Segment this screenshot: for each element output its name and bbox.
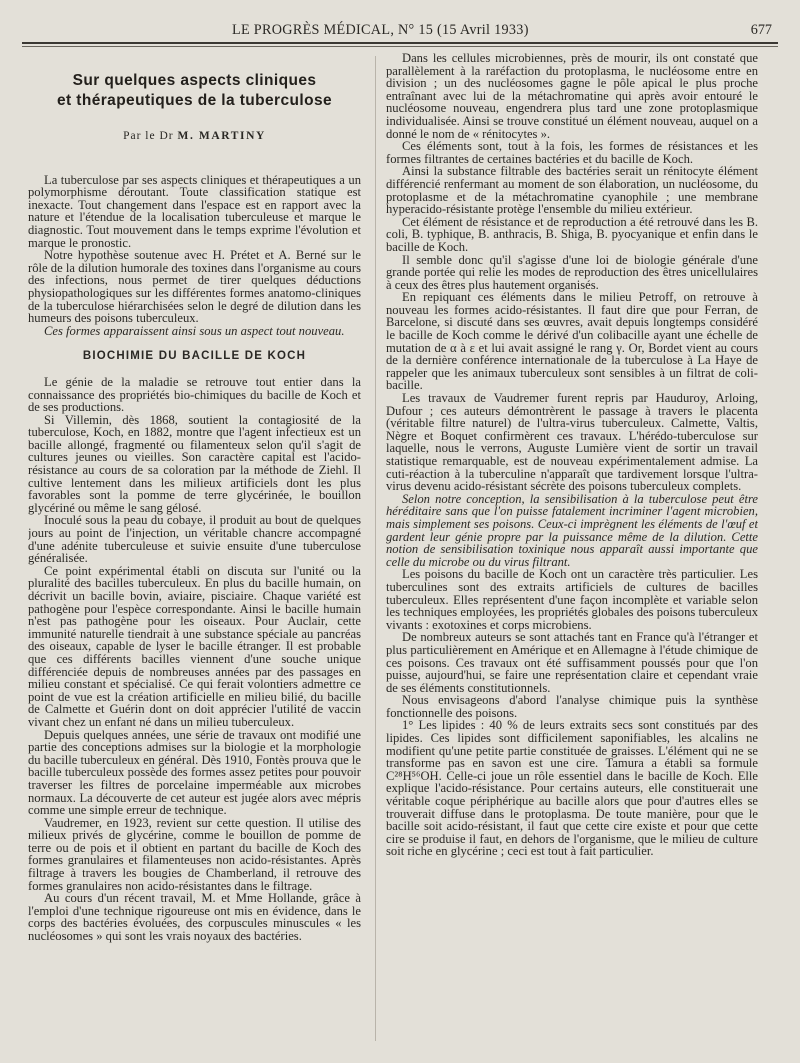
body-paragraph: En repiquant ces éléments dans le milieu Petroff, on retrouve à nouveau les formes acido-résistantes. Il faut dire que pour Ferran, de Barcelone, si discuté dans ses œuvres, avait depuis longtemps considéré le bacille de Koch comme le dérivé d'un colibacille ayant une échelle de mutation de α à ε et lui avait assigné le rang γ. Or, Bordet vient au cours de la dernière conférence internationale de la tuberculose à La Haye de rappeler que les animaux tuberculeux sont sensibles à un filtrat de coli-bacille.: [386, 290, 758, 393]
body-paragraph: Nous envisageons d'abord l'analyse chimique puis la synthèse fonctionnelle des poisons.: [386, 693, 758, 720]
article-title: [28, 71, 361, 111]
body-paragraph: Au cours d'un récent travail, M. et Mme Hollande, grâce à l'emploi d'une technique rigoureuse ont mis en évidence, dans le corps des bactéries évoluées, des corpuscules minuscules « les nucléosomes » qui sont les vrais noyaux des bactéries.: [28, 891, 361, 944]
body-paragraph: Ainsi la substance filtrable des bactéries serait un rénitocyte élément différencié renfermant au moment de son élaboration, un nucléosome, du protoplasme et de la métachromatine cyanophile ; une membrane hyperacido-résistante protège l'ensemble du milieu extérieur.: [386, 164, 758, 217]
body-paragraph: Inoculé sous la peau du cobaye, il produit au bout de quelques jours au point de l'injection, un véritable chancre accompagné d'une adénite tuberculeuse et suivie ensuite d'une tuberculose généralisée.: [28, 513, 361, 566]
body-paragraph: Vaudremer, en 1923, revient sur cette question. Il utilise des milieux privés de glycérine, comme le bouillon de pomme de terre ou de pois et il obtient en partant du bacille de Koch des formes granulaires et filamenteuses non acido-résistantes. Après filtrage à travers les bougies de Chamberland, il retrouve des formes granulaires non acido-résistantes dans le filtrage.: [28, 815, 361, 893]
column-divider: [375, 56, 376, 1041]
body-paragraph: Cet élément de résistance et de reproduction a été retrouvé dans les B. coli, B. typhique, B. anthracis, B. Shiga, B. pyocyanique et enfin dans le bacille de Koch.: [386, 214, 758, 254]
intro-paragraph: Notre hypothèse soutenue avec H. Prétet et A. Berné sur le rôle de la dilution humorale des toxines dans l'organisme au cours des infections, nous permet de tirer quelques déductions physiopathologiques sur les différentes formes anatomo-cliniques de la tuberculose hiérarchisées selon le degré de dilution dans les humeurs des poisons tuberculeux.: [28, 248, 361, 326]
header-rule-thick: [22, 42, 778, 44]
header-rule-thin: [22, 46, 778, 47]
body-paragraph: Les travaux de Vaudremer furent repris par Hauduroy, Arloing, Dufour ; ces auteurs démontrèrent le passage à travers le placenta (véritable filtre naturel) de l'ultra-virus tuberculeux. Calmette, Valtis, Nègre et Boquet confirmèrent ces travaux. L'hérédo-tuberculose sur laquelle, nous le verrons, Auguste Lumière vient de sortir un travail statistique remarquable, est de nouveau expérimentalement admise. La cuti-réaction à la tuberculine n'apparaît que tardivement lorsque l'ultra-virus devenu acido-résistant sécrète des poisons tuberculeux complets.: [386, 391, 758, 494]
body-paragraph: Dans les cellules microbiennes, près de mourir, ils ont constaté que parallèlement à la raréfaction du protoplasma, le nucléosome entre en division ; un des nucléosomes gagne le pôle apical le plus proche entraînant avec lui de la métachromatine qui après avoir entouré le nucléosome nouveau, engendrera plus tard une zone protoplasmique individualisée. Ainsi se trouve constitué un élément nouveau, auquel on a donné le nom de « rénitocytes ».: [386, 52, 758, 141]
article-title-line-2: et thérapeutiques de la tuberculose: [57, 92, 332, 109]
body-paragraph: Ces éléments sont, tout à la fois, les formes de résistances et les formes filtrantes de certaines bactéries et du bacille de Koch.: [386, 139, 758, 166]
body-paragraph: Ce point expérimental établi on discuta sur l'unité ou la pluralité des bacilles tuberculeux. En plus du bacille humain, on décrivit un bacille bovin, aviaire, pisciaire. Chaque variété est pathogène pour l'espèce correspondante. Ainsi le bacille humain n'est pas pathogène pour les oiseaux. Pour Auclair, cette immunité naturelle tiendrait à une substance spéciale au pancréas des oiseaux, capable de lyser le bacille étranger. Il est probable que ces différents bacilles viennent d'une souche unique différenciée depuis de nombreuses années par des passages en milieu constant et spécialisé. Ce qui ferait volontiers admettre ce point de vue est la création artificielle en milieu bilié, du bacille de Calmette et Guérin dont on doit apprécier l'utilité de vaccin vivant chez un enfant né dans un milieu tuberculeux.: [28, 563, 361, 729]
right-column: [386, 52, 758, 1052]
body-paragraph: 1° Les lipides : 40 % de leurs extraits secs sont constitués par des lipides. Ces lipides sont difficilement saponifiables, les alcalins ne modifient qu'une petite partie constituée de graisses. L'élément qui ne se transforme pas en savon est une cire. Tamura a établi sa formule C²⁸H⁵⁶OH. Celle-ci joue un rôle essentiel dans le bacille de Koch. Elle explique l'acido-résistance. Pour certains auteurs, elle constituerait une véritable coque périphérique au bacille alors que pour d'autres elles se trouverait diffuse dans le protoplasma. De toute manière, pour que le bacille soit acido-résistant, il faut que cette cire existe et pour que cette cire se produise il faut, en dehors de l'organisme, que le milieu de culture soit riche en glycérine ; ceci est tout à fait particulier.: [386, 718, 758, 859]
body-paragraph: Le génie de la maladie se retrouve tout entier dans la connaissance des propriétés bio-chimiques du bacille de Koch et de ses productions.: [28, 374, 361, 415]
body-paragraph: De nombreux auteurs se sont attachés tant en France qu'à l'étranger et plus particulièrement en Amérique et en Allemagne à l'étude chimique de ces poisons. Ces travaux ont été suffisamment poussés pour que l'on puisse, aujourd'hui, se faire une représentation claire et cependant vraie de ses éléments constitutionnels.: [386, 630, 758, 695]
intro-paragraph: Ces formes apparaissent ainsi sous un aspect tout nouveau.: [44, 323, 345, 338]
body-paragraph: Les poisons du bacille de Koch ont un caractère très particulier. Les tuberculines sont des extraits artificiels de cultures de bacilles tuberculeux. Elles représentent d'une façon incomplète et variable selon les techniques employées, les propriétés globales des poisons tuberculeux vivants : exotoxines et corps microbiens.: [386, 567, 758, 632]
byline: [28, 130, 361, 143]
running-head: [0, 22, 800, 40]
article-title-line-1: Sur quelques aspects cliniques: [72, 72, 317, 89]
intro-paragraph: La tuberculose par ses aspects cliniques et thérapeutiques a un polymorphisme déroutant. Toute classification statique est inexacte. Tout changement dans l'espace est en rapport avec la nature et l'étendue de la localisation tuberculeuse et marque le diagnostic. Tout mouvement dans le temps exprime l'évolution et marque le pronostic.: [28, 172, 361, 250]
body-paragraph: Si Villemin, dès 1868, soutient la contagiosité de la tuberculose, Koch, en 1882, montre que l'agent infectieux est un bacille allongé, fragmenté ou filamenteux selon qu'il s'agit de cultures jeunes ou vieilles. Son caractère capital est l'acido-résistance au cours de sa coloration par la méthode de Ziehl. Il cultive lentement dans les milieux artificiels dont les plus favorables sont la pomme de terre glycérinée, le bouillon glycériné ou même le sang gélosé.: [28, 412, 361, 515]
page-number: 677: [750, 22, 772, 38]
byline-prefix: Par le Dr: [123, 130, 174, 142]
body-paragraph: Selon notre conception, la sensibilisation à la tuberculose peut être héréditaire sans que l'on puisse fatalement incriminer l'agent microbien, mais simplement ses poisons. Ceux-ci imprègnent les éléments de l'œuf et gardent leur génie propre par la puissance même de la dilution. Cette notion de sensibilisation toxinique nous apparaît aussi importante que celle du microbe ou du virus filtrant.: [386, 491, 758, 569]
body-paragraph: Depuis quelques années, une série de travaux ont modifié une partie des conceptions admises sur la biologie et la morphologie du bacille tuberculeux en général. Dès 1910, Fontès prouva que le bacille tuberculeux possède des formes assez petites pour pouvoir traverser les filtres de porcelaine imperméable aux microbes normaux. La découverte de cet auteur est jugée alors avec mépris comme une simple erreur de technique.: [28, 727, 361, 818]
left-column: [28, 52, 361, 1052]
body-paragraph: Il semble donc qu'il s'agisse d'une loi de biologie générale d'une grande portée qui relie les modes de reproduction des êtres unicellulaires à ceux des êtres plus hautement organisés.: [386, 252, 758, 292]
author-name: M. MARTINY: [177, 130, 266, 142]
section-heading: BIOCHIMIE DU BACILLE DE KOCH: [82, 350, 307, 363]
journal-title: LE PROGRÈS MÉDICAL, N° 15 (15 Avril 1933): [232, 22, 529, 38]
